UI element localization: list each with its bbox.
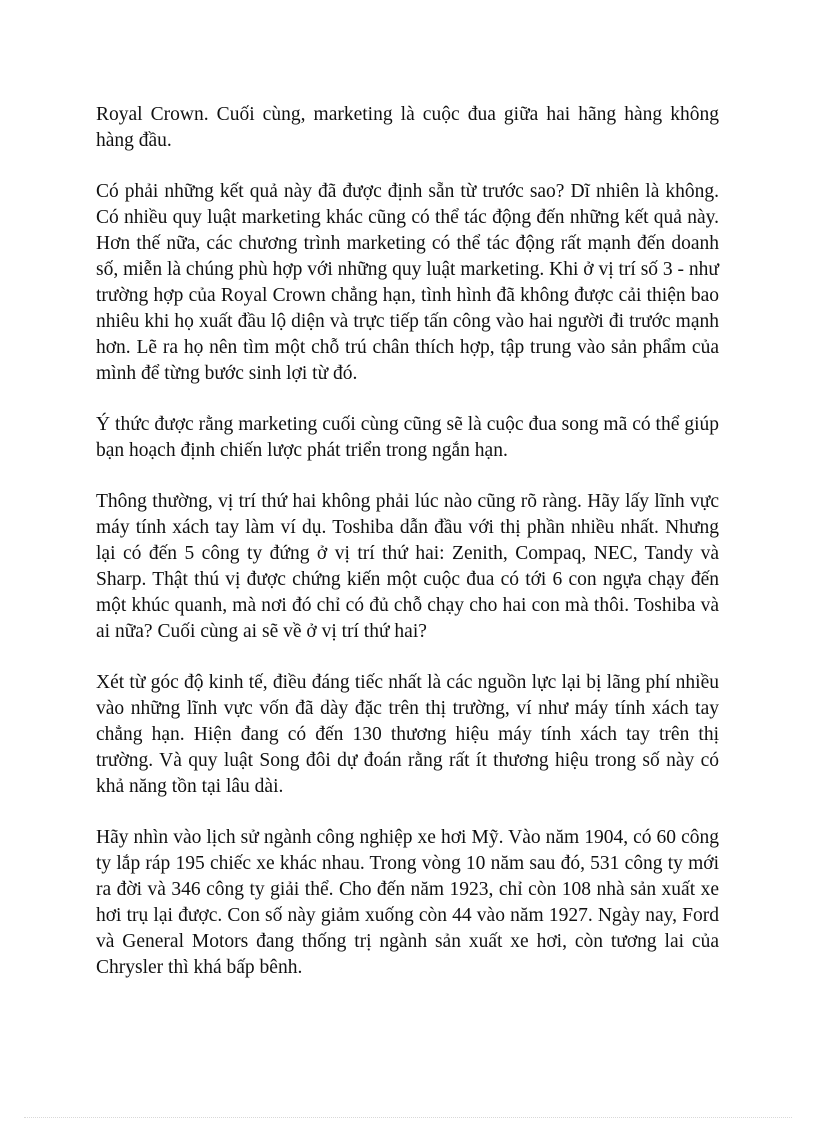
- paragraph-4: Thông thường, vị trí thứ hai không phải lúc nào cũng rõ ràng. Hãy lấy lĩnh vực máy tính xách tay làm ví dụ. Toshiba dẫn đầu với thị phần nhiều nhất. Nhưng lại có đến 5 công ty đứng ở vị trí thứ hai: Zenith, Compaq, NEC, Tandy và Sharp. Thật thú vị được chứng kiến một cuộc đua có tới 6 con ngựa chạy đến một khúc quanh, mà nơi đó chỉ có đủ chỗ chạy cho hai con mà thôi. Toshiba và ai nữa? Cuối cùng ai sẽ về ở vị trí thứ hai?: [96, 491, 719, 642]
- paragraph-6: Hãy nhìn vào lịch sử ngành công nghiệp xe hơi Mỹ. Vào năm 1904, có 60 công ty lắp ráp 195 chiếc xe khác nhau. Trong vòng 10 năm sau đó, 531 công ty mới ra đời và 346 công ty giải thể. Cho đến năm 1923, chỉ còn 108 nhà sản xuất xe hơi trụ lại được. Con số này giảm xuống còn 44 vào năm 1927. Ngày nay, Ford và General Motors đang thống trị ngành sản xuất xe hơi, còn tương lai của Chrysler thì khá bấp bênh.: [96, 827, 719, 978]
- paragraph-5: Xét từ góc độ kinh tế, điều đáng tiếc nhất là các nguồn lực lại bị lãng phí nhiều vào những lĩnh vực vốn đã dày đặc trên thị trường, ví như máy tính xách tay chẳng hạn. Hiện đang có đến 130 thương hiệu máy tính xách tay trên thị trường. Và quy luật Song đôi dự đoán rằng rất ít thương hiệu trong số này có khả năng tồn tại lâu dài.: [96, 672, 719, 797]
- page-bottom-divider: [24, 1117, 792, 1118]
- document-body: [96, 102, 719, 1006]
- paragraph-3: Ý thức được rằng marketing cuối cùng cũng sẽ là cuộc đua song mã có thể giúp bạn hoạch định chiến lược phát triển trong ngắn hạn.: [96, 414, 719, 461]
- paragraph-2: Có phải những kết quả này đã được định sẵn từ trước sao? Dĩ nhiên là không. Có nhiều quy luật marketing khác cũng có thể tác động đến những kết quả này. Hơn thế nữa, các chương trình marketing có thể tác động rất mạnh đến doanh số, miễn là chúng phù hợp với những quy luật marketing. Khi ở vị trí số 3 - như trường hợp của Royal Crown chẳng hạn, tình hình đã không được cải thiện bao nhiêu khi họ xuất đầu lộ diện và trực tiếp tấn công vào hai người đi trước mạnh hơn. Lẽ ra họ nên tìm một chỗ trú chân thích hợp, tập trung vào sản phẩm của mình để từng bước sinh lợi từ đó.: [96, 181, 719, 384]
- paragraph-1: Royal Crown. Cuối cùng, marketing là cuộc đua giữa hai hãng hàng không hàng đầu.: [96, 104, 719, 151]
